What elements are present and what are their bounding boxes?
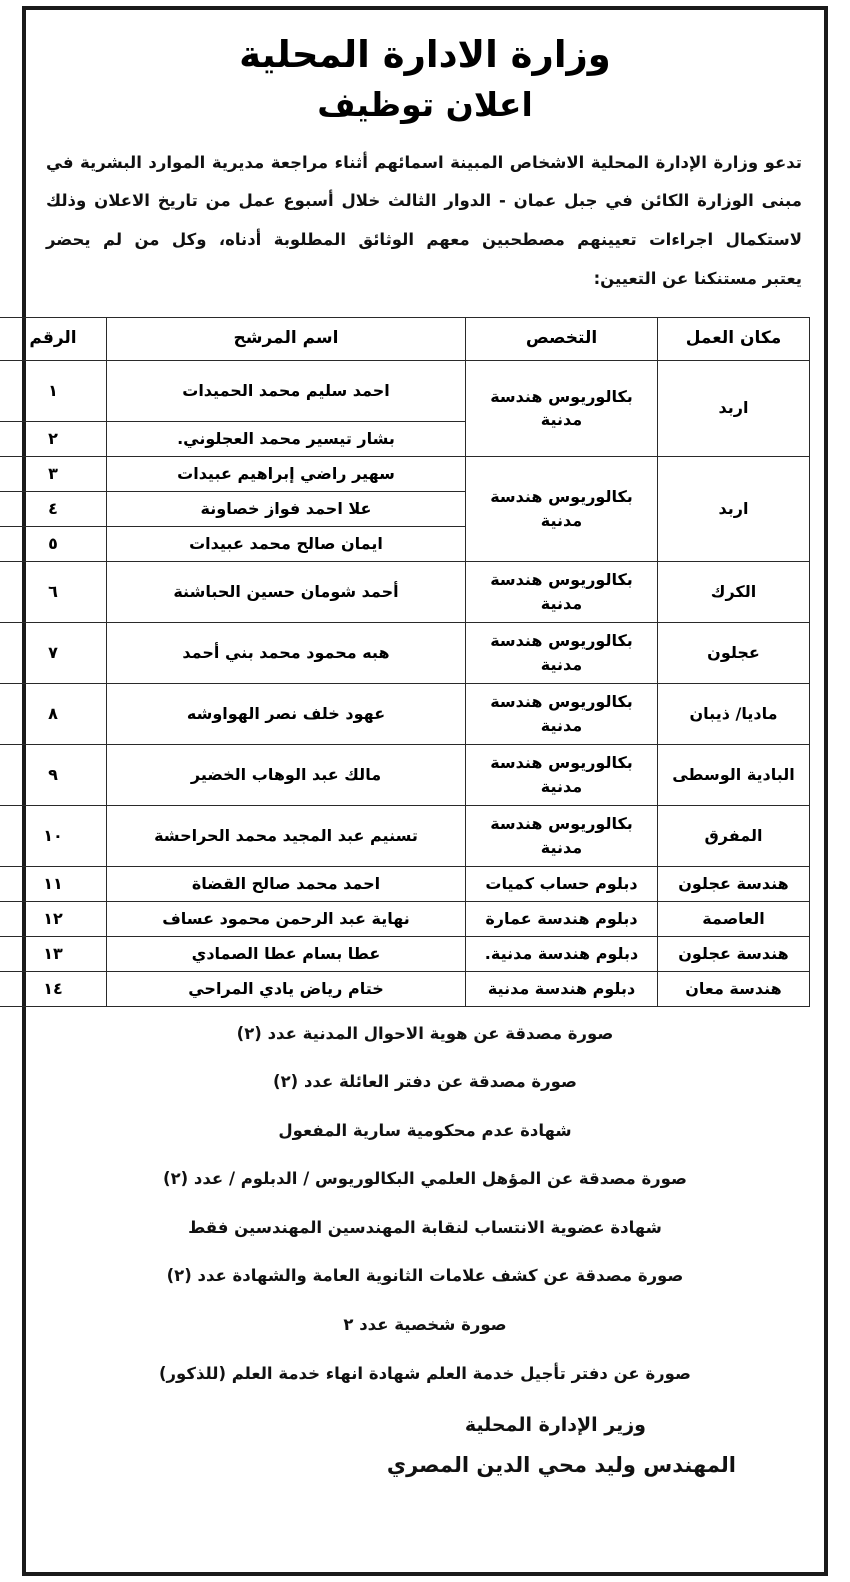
requirement-item: صورة عن دفتر تأجيل خدمة العلم شهادة انهاء خدمة العلم (للذكور) [159, 1363, 691, 1383]
cell-number: ٥ [0, 526, 107, 561]
table-row [0, 936, 810, 971]
signatory-role: وزير الإدارة المحلية [464, 1414, 646, 1437]
cell-number: ١١ [0, 866, 107, 901]
column-header-number: الرقم [0, 317, 107, 360]
cell-workplace: العاصمة [658, 901, 810, 936]
requirement-item: صورة مصدقة عن دفتر العائلة عدد (٢) [273, 1072, 577, 1092]
requirement-item: صورة مصدقة عن هوية الاحوال المدنية عدد (٢) [236, 1023, 614, 1043]
table-row [0, 744, 810, 805]
cell-candidate-name: ايمان صالح محمد عبيدات [107, 526, 466, 561]
cell-specialization: بكالوريوس هندسة مدنية [466, 456, 658, 561]
cell-workplace: عجلون [658, 622, 810, 683]
cell-specialization: دبلوم حساب كميات [466, 866, 658, 901]
cell-workplace: هندسة عجلون [658, 866, 810, 901]
cell-candidate-name: بشار تيسير محمد العجلوني. [107, 421, 466, 456]
cell-candidate-name: احمد محمد صالح القضاة [107, 866, 466, 901]
ministry-title: وزارة الادارة المحلية [239, 33, 611, 76]
cell-number: ٨ [0, 683, 107, 744]
requirement-item: صورة مصدقة عن المؤهل العلمي البكالوريوس / الدبلوم / عدد (٢) [163, 1169, 687, 1189]
intro-paragraph [40, 144, 810, 299]
intro-line-2: مبنى الوزارة الكائن في جبل عمان - الدوار الثالث خلال أسبوع عمل من تاريخ الاعلان وذلك [46, 191, 802, 211]
cell-number: ١٢ [0, 901, 107, 936]
table-row [0, 683, 810, 744]
cell-workplace: اربد [658, 360, 810, 456]
candidates-table [0, 317, 810, 1007]
cell-number: ١٤ [0, 971, 107, 1006]
cell-specialization: بكالوريوس هندسة مدنية [466, 360, 658, 456]
cell-number: ٤ [0, 491, 107, 526]
cell-workplace: البادية الوسطى [658, 744, 810, 805]
cell-specialization: بكالوريوس هندسة مدنية [466, 683, 658, 744]
cell-number: ٧ [0, 622, 107, 683]
cell-number: ٣ [0, 456, 107, 491]
cell-workplace: هندسة عجلون [658, 936, 810, 971]
cell-number: ١٣ [0, 936, 107, 971]
intro-line-4: يعتبر مستنكنا عن التعيين: [593, 268, 802, 288]
cell-candidate-name: احمد سليم محمد الحميدات [107, 360, 466, 421]
cell-workplace: المفرق [658, 805, 810, 866]
cell-candidate-name: سهير راضي إبراهيم عبيدات [107, 456, 466, 491]
column-header-workplace: مكان العمل [658, 317, 810, 360]
table-body [0, 360, 810, 1006]
table-row [0, 971, 810, 1006]
document-border-frame [22, 6, 828, 1576]
column-header-specialization: التخصص [466, 317, 658, 360]
requirement-item: شهادة عدم محكومية سارية المفعول [278, 1120, 572, 1140]
table-row [0, 456, 810, 491]
requirement-item: صورة مصدقة عن كشف علامات الثانوية العامة والشهادة عدد (٢) [166, 1266, 684, 1286]
announcement-title: اعلان توظيف [317, 85, 533, 125]
cell-number: ٦ [0, 561, 107, 622]
signature-block [40, 1412, 810, 1480]
table-header-row [0, 317, 810, 360]
cell-candidate-name: تسنيم عبد المجيد محمد الحراحشة [107, 805, 466, 866]
required-documents-list [46, 1021, 804, 1387]
cell-candidate-name: عهود خلف نصر الهواوشه [107, 683, 466, 744]
cell-workplace: الكرك [658, 561, 810, 622]
requirement-item: شهادة عضوية الانتساب لنقابة المهندسين المهندسين فقط [188, 1217, 662, 1237]
cell-specialization: بكالوريوس هندسة مدنية [466, 622, 658, 683]
cell-specialization: بكالوريوس هندسة مدنية [466, 561, 658, 622]
table-row [0, 805, 810, 866]
cell-workplace: هندسة معان [658, 971, 810, 1006]
table-row [0, 866, 810, 901]
cell-candidate-name: أحمد شومان حسين الحباشنة [107, 561, 466, 622]
cell-specialization: دبلوم هندسة عمارة [466, 901, 658, 936]
cell-specialization: دبلوم هندسة مدنية. [466, 936, 658, 971]
cell-candidate-name: علا احمد فواز خصاونة [107, 491, 466, 526]
table-row [0, 360, 810, 421]
cell-candidate-name: نهاية عبد الرحمن محمود عساف [107, 901, 466, 936]
intro-line-3: لاستكمال اجراءات تعيينهم مصطحبين معهم الوثائق المطلوبة أدناه، وكل من لم يحضر [46, 230, 802, 250]
signatory-name: المهندس وليد محي الدين المصري [386, 1452, 736, 1477]
cell-specialization: دبلوم هندسة مدنية [466, 971, 658, 1006]
requirement-item: صورة شخصية عدد ٢ [343, 1314, 507, 1334]
cell-number: ١ [0, 360, 107, 421]
table-row [0, 622, 810, 683]
cell-specialization: بكالوريوس هندسة مدنية [466, 744, 658, 805]
document-body [26, 10, 824, 1494]
cell-workplace: اربد [658, 456, 810, 561]
cell-number: ١٠ [0, 805, 107, 866]
cell-workplace: ماديا/ ذيبان [658, 683, 810, 744]
table-head [0, 317, 810, 360]
table-row [0, 901, 810, 936]
cell-number: ٩ [0, 744, 107, 805]
column-header-candidate-name: اسم المرشح [107, 317, 466, 360]
cell-number: ٢ [0, 421, 107, 456]
cell-candidate-name: مالك عبد الوهاب الخضير [107, 744, 466, 805]
table-row [0, 561, 810, 622]
cell-specialization: بكالوريوس هندسة مدنية [466, 805, 658, 866]
cell-candidate-name: عطا بسام عطا الصمادي [107, 936, 466, 971]
cell-candidate-name: هبه محمود محمد بني أحمد [107, 622, 466, 683]
intro-line-1: تدعو وزارة الإدارة المحلية الاشخاص المبينة اسمائهم أثناء مراجعة مديرية الموارد البشرية في [46, 152, 802, 172]
cell-candidate-name: ختام رياض يادي المراحي [107, 971, 466, 1006]
